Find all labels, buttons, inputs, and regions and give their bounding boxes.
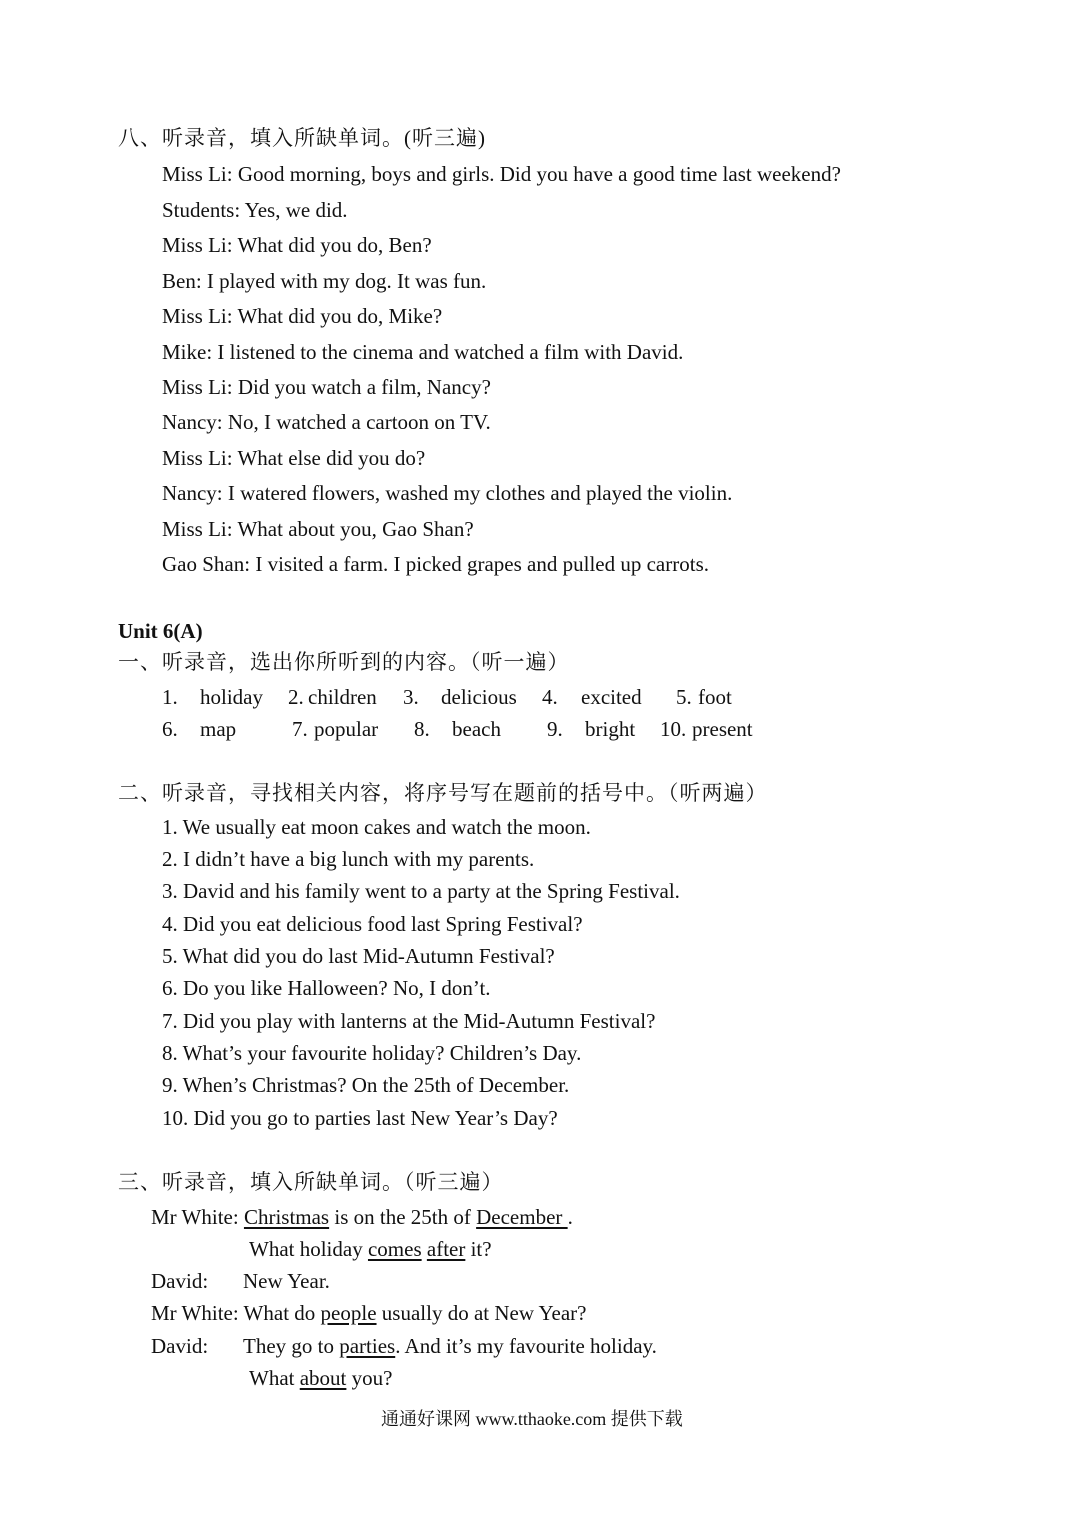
item-word: children (308, 685, 377, 709)
dialogue-line: Miss Li: What else did you do? (162, 446, 426, 470)
part3-heading: 三、听录音，填入所缺单词。（听三遍） (118, 1170, 504, 1194)
sentence: 2. I didn’t have a big lunch with my parents. (162, 847, 535, 871)
dialogue-line: Miss Li: Did you watch a film, Nancy? (162, 375, 491, 399)
sentence: 4. Did you eat delicious food last Spring Festival? (162, 912, 583, 936)
dialogue-line: Mike: I listened to the cinema and watched a film with David. (162, 340, 684, 364)
sentence: 9. When’s Christmas? On the 25th of December. (162, 1073, 570, 1097)
item-word: delicious (441, 685, 517, 709)
answer-blank: people (320, 1301, 377, 1325)
sentence: 7. Did you play with lanterns at the Mid-Autumn Festival? (162, 1009, 656, 1033)
item-number: 4. (542, 685, 558, 709)
answer-blank: about (299, 1366, 347, 1390)
answer-blank: Christmas (243, 1205, 330, 1229)
sentence: 1. We usually eat moon cakes and watch the moon. (162, 815, 591, 839)
line-text: you? (346, 1366, 393, 1390)
speaker: Mr White: (151, 1205, 239, 1229)
unit-title: Unit 6(A) (118, 619, 203, 643)
dialogue-line: Nancy: No, I watched a cartoon on TV. (162, 410, 491, 434)
answer-blank: December (476, 1205, 568, 1229)
dialogue-line: Ben: I played with my dog. It was fun. (162, 269, 487, 293)
item-number: 5. (676, 685, 692, 709)
item-number: 6. (162, 717, 178, 741)
line-text: What do (238, 1301, 321, 1325)
line-text: is on the 25th of (329, 1205, 477, 1229)
line-text: What holiday (249, 1237, 368, 1261)
item-word: bright (585, 717, 636, 741)
sentence: 8. What’s your favourite holiday? Children’s Day. (162, 1041, 582, 1065)
dialogue-line (151, 1303, 587, 1324)
speaker: David: (151, 1269, 209, 1293)
item-number: 7. (292, 717, 308, 741)
answer-blank: comes (367, 1237, 422, 1261)
speaker: Mr White: (151, 1301, 239, 1325)
item-word: excited (581, 685, 642, 709)
item-number: 9. (547, 717, 563, 741)
dialogue-line: Gao Shan: I visited a farm. I picked grapes and pulled up carrots. (162, 552, 709, 576)
speaker: David: (151, 1334, 209, 1358)
section8-heading: 八、听录音，填入所缺单词。(听三遍) (118, 126, 486, 150)
line-text: New Year. (243, 1269, 330, 1293)
line-text: . (567, 1205, 573, 1229)
item-word: foot (698, 685, 732, 709)
line-text: What (249, 1366, 300, 1390)
item-word: popular (314, 717, 379, 741)
line-text: it? (465, 1237, 492, 1261)
dialogue-line (249, 1368, 392, 1389)
answer-blank: parties (339, 1334, 396, 1358)
dialogue-line (243, 1336, 657, 1357)
item-word: beach (452, 717, 501, 741)
answer-blank: after (426, 1237, 466, 1261)
line-text: usually do at New Year? (376, 1301, 587, 1325)
item-number: 3. (403, 685, 419, 709)
dialogue-line: Miss Li: What about you, Gao Shan? (162, 517, 474, 541)
sentence: 6. Do you like Halloween? No, I don’t. (162, 976, 491, 1000)
dialogue-line (249, 1239, 492, 1260)
dialogue-line (151, 1207, 573, 1228)
dialogue-line: Miss Li: What did you do, Ben? (162, 233, 432, 257)
dialogue-line: Students: Yes, we did. (162, 198, 348, 222)
sentence: 3. David and his family went to a party at the Spring Festival. (162, 879, 680, 903)
dialogue-line: Miss Li: What did you do, Mike? (162, 304, 443, 328)
item-number: 1. (162, 685, 178, 709)
sentence: 10. Did you go to parties last New Year’s Day? (162, 1106, 558, 1130)
item-word: present (692, 717, 753, 741)
item-word: holiday (200, 685, 263, 709)
dialogue-line: Nancy: I watered flowers, washed my clothes and played the violin. (162, 481, 733, 505)
sentence: 5. What did you do last Mid-Autumn Festival? (162, 944, 555, 968)
dialogue-line: Miss Li: Good morning, boys and girls. Did you have a good time last weekend? (162, 162, 841, 186)
part1-heading: 一、听录音，选出你所听到的内容。（听一遍） (118, 650, 570, 674)
line-text: . And it’s my favourite holiday. (395, 1334, 657, 1358)
item-number: 10. (660, 717, 687, 741)
page-footer: 通通好课网 www.tthaoke.com 提供下载 (381, 1409, 683, 1429)
part2-heading: 二、听录音，寻找相关内容，将序号写在题前的括号中。（听两遍） (118, 781, 768, 805)
line-text: They go to (243, 1334, 340, 1358)
item-number: 8. (414, 717, 430, 741)
item-number: 2. (288, 685, 304, 709)
item-word: map (200, 717, 237, 741)
